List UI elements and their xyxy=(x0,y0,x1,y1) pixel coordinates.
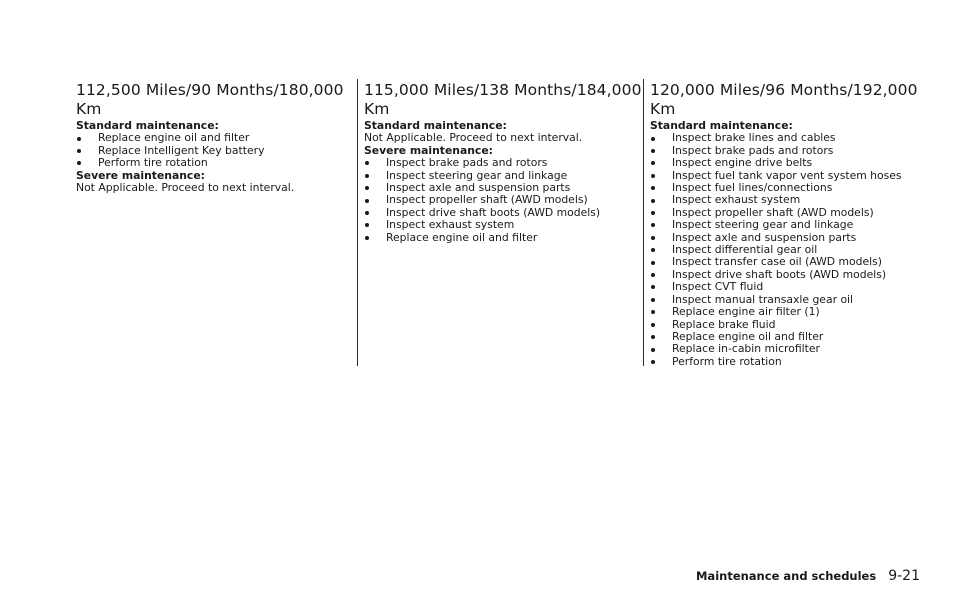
list-item: Inspect transfer case oil (AWD models) xyxy=(650,256,943,268)
bullet-icon xyxy=(365,161,369,165)
interval-column-112500 xyxy=(76,81,350,194)
standard-maintenance-label: Standard maintenance: xyxy=(364,119,507,132)
standard-maintenance-note: Not Applicable. Proceed to next interval. xyxy=(364,131,583,145)
footer-section-title: Maintenance and schedules xyxy=(695,569,877,583)
list-item: Inspect brake pads and rotors xyxy=(364,157,639,169)
list-item: Replace Intelligent Key battery xyxy=(76,145,350,157)
bullet-icon xyxy=(651,360,655,364)
list-item: Replace in-cabin microfilter xyxy=(650,343,943,355)
standard-maintenance-label: Standard maintenance: xyxy=(76,119,219,132)
list-item: Replace engine air filter (1) xyxy=(650,306,943,318)
list-item: Inspect brake lines and cables xyxy=(650,132,943,144)
list-item: Inspect manual transaxle gear oil xyxy=(650,294,943,306)
list-item: Inspect exhaust system xyxy=(650,194,943,206)
bullet-icon xyxy=(77,161,81,165)
bullet-icon xyxy=(651,149,655,153)
bullet-icon xyxy=(365,223,369,227)
bullet-icon xyxy=(651,261,655,265)
bullet-icon xyxy=(77,149,81,153)
list-item: Inspect propeller shaft (AWD models) xyxy=(364,194,639,206)
interval-heading: 120,000 Miles/96 Months/192,000 Km xyxy=(650,81,918,118)
bullet-icon xyxy=(365,174,369,178)
interval-heading: 115,000 Miles/138 Months/184,000 Km xyxy=(364,81,642,118)
list-item: Replace brake fluid xyxy=(650,319,943,331)
interval-column-115000 xyxy=(357,79,642,366)
bullet-icon xyxy=(651,298,655,302)
severe-maintenance-label: Severe maintenance: xyxy=(76,168,205,182)
list-item: Inspect steering gear and linkage xyxy=(650,219,943,231)
bullet-icon xyxy=(651,161,655,165)
list-item: Perform tire rotation xyxy=(650,356,943,368)
standard-maintenance-list xyxy=(650,132,943,368)
list-item: Inspect axle and suspension parts xyxy=(364,182,639,194)
bullet-icon xyxy=(365,199,369,203)
interval-column-120000 xyxy=(643,79,943,366)
list-item: Inspect drive shaft boots (AWD models) xyxy=(650,269,943,281)
bullet-icon xyxy=(651,211,655,215)
bullet-icon xyxy=(365,236,369,240)
bullet-icon xyxy=(651,310,655,314)
bullet-icon xyxy=(651,223,655,227)
list-item: Inspect exhaust system xyxy=(364,219,639,231)
severe-maintenance-note: Not Applicable. Proceed to next interval. xyxy=(76,181,295,195)
list-item: Replace engine oil and filter xyxy=(650,331,943,343)
bullet-icon xyxy=(651,248,655,252)
page-number: 9-21 xyxy=(888,568,920,584)
list-item: Inspect propeller shaft (AWD models) xyxy=(650,207,943,219)
standard-maintenance-label: Standard maintenance: xyxy=(650,119,793,132)
bullet-icon xyxy=(651,137,655,141)
bullet-icon xyxy=(651,335,655,339)
severe-maintenance-label: Severe maintenance: xyxy=(364,143,493,157)
list-item: Inspect brake pads and rotors xyxy=(650,145,943,157)
bullet-icon xyxy=(651,285,655,289)
list-item: Inspect drive shaft boots (AWD models) xyxy=(364,207,639,219)
list-item: Replace engine oil and filter xyxy=(364,232,639,244)
list-item: Inspect steering gear and linkage xyxy=(364,170,639,182)
bullet-icon xyxy=(651,199,655,203)
standard-maintenance-list xyxy=(76,132,350,169)
bullet-icon xyxy=(651,273,655,277)
list-item: Inspect CVT fluid xyxy=(650,281,943,293)
list-item: Inspect engine drive belts xyxy=(650,157,943,169)
list-item: Inspect fuel tank vapor vent system hoses xyxy=(650,170,943,182)
list-item: Inspect fuel lines/connections xyxy=(650,182,943,194)
list-item: Inspect differential gear oil xyxy=(650,244,943,256)
bullet-icon xyxy=(651,348,655,352)
bullet-icon xyxy=(651,186,655,190)
bullet-icon xyxy=(77,137,81,141)
bullet-icon xyxy=(365,186,369,190)
page-footer xyxy=(696,568,920,584)
bullet-icon xyxy=(365,211,369,215)
list-item: Perform tire rotation xyxy=(76,157,350,169)
list-item: Inspect axle and suspension parts xyxy=(650,232,943,244)
list-item: Replace engine oil and filter xyxy=(76,132,350,144)
interval-heading: 112,500 Miles/90 Months/180,000 Km xyxy=(76,81,344,118)
bullet-icon xyxy=(651,174,655,178)
bullet-icon xyxy=(651,236,655,240)
bullet-icon xyxy=(651,323,655,327)
severe-maintenance-list xyxy=(364,157,639,244)
